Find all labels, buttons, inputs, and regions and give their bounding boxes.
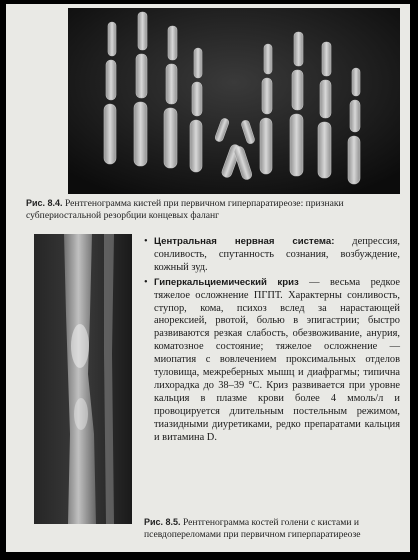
figure-caption-top <box>26 197 402 222</box>
figure-caption-bottom <box>144 516 406 541</box>
text-crisis: — весьма редкое тяжелое осложнение ПГПТ. Характерны сонливость, ступор, кома, психоз вслед за нарастающей анорексией, рвотой, болью в эпигастрии; быстро развиваются резкая слабость, обезвоживание, анурия, коматозное состояние; тяжелое осложнение — миопатия с вовлечением проксимальных отделов туловища, межреберных мышц и диафрагмы; типична лихорадка до 38–39 °С. Криз развивается при уровне кальция в плазме крови более 4 ммоль/л и провоцируется длительным постельным режимом, тиазидными диуретиками, редко препаратами кальция и витамина D. <box>154 276 400 443</box>
list-item-cns <box>144 236 400 275</box>
leg-xray-image <box>34 234 132 524</box>
list-item-crisis <box>144 277 400 445</box>
figure-label-bottom: Рис. 8.5. <box>144 517 181 527</box>
term-crisis: Гиперкальциемический криз <box>154 276 299 288</box>
figure-caption-text: Рентгенограмма кистей при первичном гиперпаратиреозе: признаки субпериостальной резорбции концевых фаланг <box>26 198 344 221</box>
body-text <box>144 236 400 447</box>
term-cns: Центральная нервная система: <box>154 236 335 247</box>
hands-xray-image <box>68 8 400 194</box>
text-cns: депрессия, сонливость, спутанность сознания, возбуждение, кожный зуд. <box>154 236 400 273</box>
figure-label: Рис. 8.4. <box>26 198 63 208</box>
book-page <box>6 4 410 552</box>
figure-caption-bottom-text: Рентгенограмма костей голени с кистами и псевдопереломами при первичном гиперпаратиреозе <box>144 517 361 540</box>
